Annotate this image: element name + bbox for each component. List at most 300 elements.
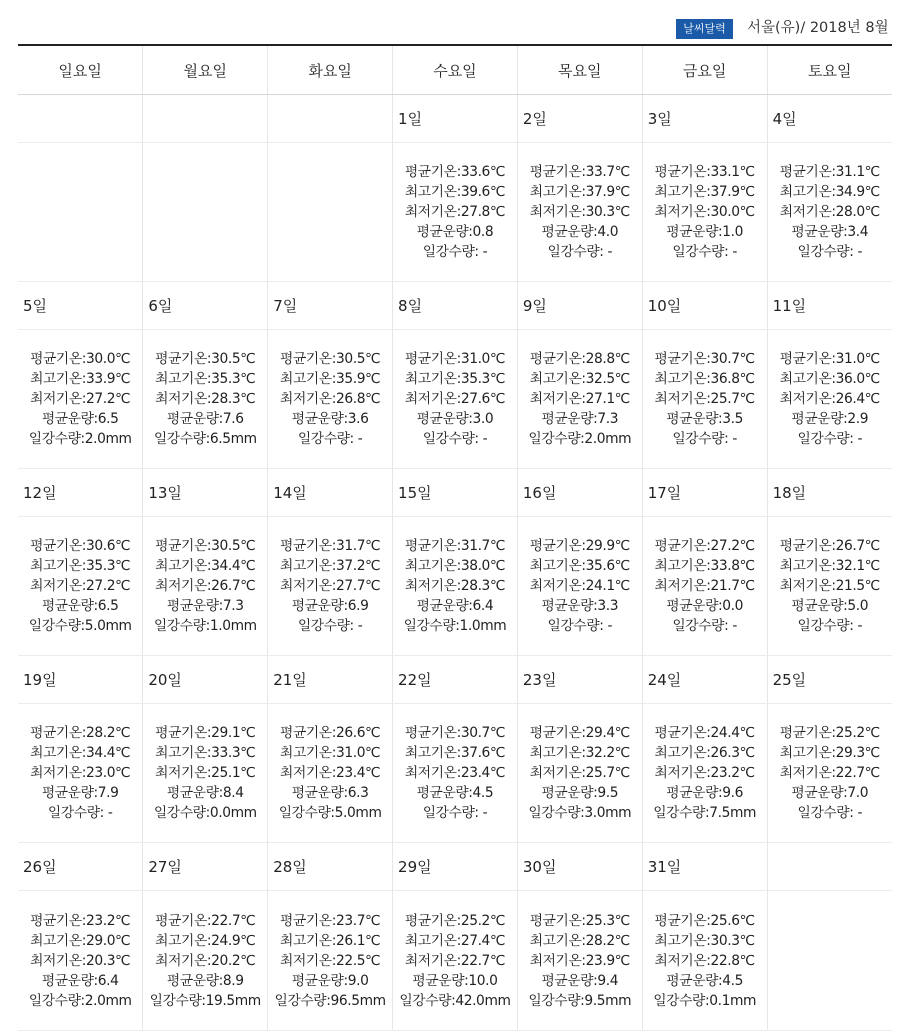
avg-cloud: 평균운량:9.6 [666, 785, 743, 801]
date-row [18, 95, 892, 143]
date-cell [143, 469, 268, 517]
max-temp: 최고기온:37.6℃ [404, 745, 506, 761]
avg-cloud: 평균운량:8.9 [166, 972, 244, 989]
max-temp: 최고기온:39.6℃ [404, 184, 506, 200]
weather-info-cell [517, 517, 642, 656]
avg-temp: 평균기온:30.0℃ [30, 351, 131, 367]
max-temp: 최고기온:31.0℃ [280, 745, 381, 761]
avg-cloud: 평균운량:6.9 [291, 598, 369, 614]
avg-cloud: 평균운량:2.9 [791, 411, 869, 427]
day-number: 24일 [647, 671, 682, 689]
date-cell [642, 469, 767, 517]
weather-info-cell [642, 891, 767, 1031]
day-number: 19일 [23, 671, 57, 689]
day-number: 16일 [522, 484, 557, 502]
weather-info [393, 162, 517, 262]
weather-info-cell [517, 704, 642, 843]
weather-info [18, 723, 142, 823]
empty-info-cell [18, 143, 143, 282]
min-temp: 최저기온:22.8℃ [654, 952, 755, 969]
daily-rain: 일강수량:2.0mm [28, 992, 132, 1009]
day-number: 8일 [398, 297, 423, 315]
weather-info [268, 536, 392, 636]
weekday-tue: 화요일 [268, 45, 393, 95]
date-row [18, 282, 892, 330]
day-number: 29일 [398, 858, 432, 876]
max-temp: 최고기온:35.3℃ [30, 558, 131, 574]
date-cell [517, 656, 642, 704]
weather-info-cell [393, 143, 518, 282]
day-number: 30일 [522, 858, 557, 876]
day-number: 25일 [772, 671, 807, 689]
day-number: 28일 [273, 858, 307, 876]
weather-info [393, 911, 517, 1011]
avg-temp: 평균기온:25.2℃ [404, 912, 506, 929]
weather-info [768, 349, 892, 449]
empty-date-cell [268, 95, 393, 143]
daily-rain: 일강수량:42.0mm [399, 992, 511, 1009]
daily-rain: 일강수량: - [797, 618, 863, 634]
min-temp: 최저기온:28.3℃ [155, 391, 256, 407]
daily-rain: 일강수량: - [797, 805, 863, 821]
avg-cloud: 평균운량:10.0 [412, 972, 498, 989]
day-number: 20일 [148, 671, 182, 689]
day-number: 21일 [273, 671, 307, 689]
weather-info [268, 723, 392, 823]
daily-rain: 일강수량:3.0mm [528, 805, 632, 821]
date-cell [268, 469, 393, 517]
weather-info-cell [642, 517, 767, 656]
date-cell [18, 843, 143, 891]
weather-info [18, 349, 142, 449]
avg-temp: 평균기온:33.6℃ [404, 164, 506, 180]
daily-rain: 일강수량: - [547, 244, 613, 260]
weather-info-row [18, 330, 892, 469]
avg-cloud: 평균운량:3.3 [541, 598, 619, 614]
weekday-sat: 토요일 [767, 45, 892, 95]
daily-rain: 일강수량:1.0mm [403, 618, 507, 634]
weather-info [643, 536, 767, 636]
daily-rain: 일강수량: - [797, 244, 863, 260]
min-temp: 최저기온:27.1℃ [529, 391, 630, 407]
min-temp: 최저기온:23.4℃ [404, 765, 506, 781]
weather-info [268, 349, 392, 449]
date-cell [143, 843, 268, 891]
min-temp: 최저기온:23.2℃ [654, 765, 755, 781]
avg-temp: 평균기온:30.5℃ [155, 351, 256, 367]
max-temp: 최고기온:33.9℃ [30, 371, 131, 387]
date-cell [767, 469, 892, 517]
min-temp: 최저기온:25.1℃ [155, 765, 256, 781]
day-number: 4일 [772, 110, 797, 128]
min-temp: 최저기온:23.9℃ [529, 952, 630, 969]
empty-info-cell [143, 143, 268, 282]
weather-info-row [18, 704, 892, 843]
max-temp: 최고기온:35.9℃ [280, 371, 381, 387]
avg-temp: 평균기온:23.2℃ [30, 912, 131, 929]
avg-temp: 평균기온:28.8℃ [529, 351, 630, 367]
avg-temp: 평균기온:29.4℃ [529, 725, 630, 741]
weather-info [143, 911, 267, 1011]
daily-rain: 일강수량:7.5mm [653, 805, 757, 821]
avg-cloud: 평균운량:4.0 [541, 224, 619, 240]
weather-info [393, 536, 517, 636]
avg-cloud: 평균운량:9.5 [541, 785, 619, 801]
avg-temp: 평균기온:31.7℃ [404, 538, 506, 554]
day-number: 10일 [647, 297, 682, 315]
max-temp: 최고기온:37.2℃ [280, 558, 381, 574]
day-number: 6일 [148, 297, 173, 315]
date-cell [517, 95, 642, 143]
weather-info-cell [143, 891, 268, 1031]
date-cell [642, 282, 767, 330]
avg-cloud: 평균운량:6.5 [41, 411, 119, 427]
weather-info-cell [143, 704, 268, 843]
weather-info [518, 723, 642, 823]
weather-info-cell [393, 891, 518, 1031]
avg-temp: 평균기온:25.2℃ [779, 725, 880, 741]
date-cell [18, 656, 143, 704]
date-cell [268, 843, 393, 891]
avg-cloud: 평균운량:7.6 [166, 411, 244, 427]
daily-rain: 일강수량:5.0mm [278, 805, 382, 821]
avg-cloud: 평균운량:7.9 [41, 785, 119, 801]
weekday-sun: 일요일 [18, 45, 143, 95]
date-cell [642, 656, 767, 704]
weather-info [143, 536, 267, 636]
avg-temp: 평균기온:26.6℃ [280, 725, 381, 741]
avg-temp: 평균기온:25.6℃ [654, 912, 755, 929]
weekday-thu: 목요일 [517, 45, 642, 95]
weather-info [518, 162, 642, 262]
avg-cloud: 평균운량:0.8 [416, 224, 494, 240]
date-cell [18, 282, 143, 330]
daily-rain: 일강수량:19.5mm [149, 992, 261, 1009]
weather-info-cell [393, 704, 518, 843]
date-row [18, 469, 892, 517]
min-temp: 최저기온:28.0℃ [779, 204, 880, 220]
weather-info-cell [767, 704, 892, 843]
max-temp: 최고기온:30.3℃ [654, 932, 755, 949]
date-cell [517, 469, 642, 517]
day-number: 23일 [522, 671, 557, 689]
weekday-header-row [18, 45, 892, 95]
day-number: 26일 [23, 858, 57, 876]
weather-info [768, 162, 892, 262]
min-temp: 최저기온:23.0℃ [30, 765, 131, 781]
max-temp: 최고기온:29.3℃ [779, 745, 880, 761]
daily-rain: 일강수량: - [297, 431, 363, 447]
day-number: 9일 [522, 297, 547, 315]
weather-info-cell [268, 330, 393, 469]
avg-temp: 평균기온:24.4℃ [654, 725, 755, 741]
avg-cloud: 평균운량:4.5 [666, 972, 743, 989]
weather-info-row [18, 143, 892, 282]
weather-info-cell [143, 330, 268, 469]
day-number: 12일 [23, 484, 57, 502]
day-number: 1일 [398, 110, 423, 128]
max-temp: 최고기온:24.9℃ [155, 932, 256, 949]
avg-cloud: 평균운량:7.3 [166, 598, 244, 614]
day-number: 17일 [647, 484, 682, 502]
weather-info [393, 349, 517, 449]
date-cell [143, 656, 268, 704]
max-temp: 최고기온:32.5℃ [529, 371, 630, 387]
min-temp: 최저기온:27.2℃ [30, 578, 131, 594]
date-cell [517, 843, 642, 891]
weather-info [768, 723, 892, 823]
day-number: 27일 [148, 858, 182, 876]
weather-info-cell [642, 143, 767, 282]
avg-temp: 평균기온:33.1℃ [654, 164, 755, 180]
region-date-title: 서울(유)/ 2018년 8월 [747, 20, 889, 36]
max-temp: 최고기온:38.0℃ [404, 558, 506, 574]
min-temp: 최저기온:26.8℃ [280, 391, 381, 407]
daily-rain: 일강수량: - [422, 244, 488, 260]
min-temp: 최저기온:26.4℃ [779, 391, 880, 407]
min-temp: 최저기온:27.6℃ [404, 391, 506, 407]
weather-info-cell [642, 330, 767, 469]
weather-info [518, 349, 642, 449]
date-cell [642, 95, 767, 143]
min-temp: 최저기온:27.7℃ [280, 578, 381, 594]
weather-info-cell [18, 891, 143, 1031]
daily-rain: 일강수량:2.0mm [528, 431, 632, 447]
weather-info [518, 536, 642, 636]
date-cell [517, 282, 642, 330]
avg-temp: 평균기온:33.7℃ [529, 164, 630, 180]
weather-info-row [18, 891, 892, 1031]
avg-temp: 평균기온:23.7℃ [280, 912, 381, 929]
weather-info-cell [393, 517, 518, 656]
day-number: 15일 [398, 484, 432, 502]
date-cell [18, 469, 143, 517]
min-temp: 최저기온:30.0℃ [654, 204, 755, 220]
daily-rain: 일강수량: - [422, 805, 488, 821]
avg-cloud: 평균운량:6.3 [291, 785, 369, 801]
min-temp: 최저기온:20.2℃ [155, 952, 256, 969]
day-number: 22일 [398, 671, 432, 689]
daily-rain: 일강수량:9.5mm [528, 992, 632, 1009]
date-cell [268, 282, 393, 330]
empty-date-cell [18, 95, 143, 143]
weather-info-cell [767, 517, 892, 656]
day-number: 31일 [647, 858, 682, 876]
avg-temp: 평균기온:31.0℃ [404, 351, 506, 367]
empty-info-cell [767, 891, 892, 1031]
weather-info-cell [517, 330, 642, 469]
avg-temp: 평균기온:31.7℃ [280, 538, 381, 554]
weather-info [18, 911, 142, 1011]
min-temp: 최저기온:22.7℃ [779, 765, 880, 781]
weekday-wed: 수요일 [393, 45, 518, 95]
avg-temp: 평균기온:30.7℃ [654, 351, 755, 367]
date-cell [143, 282, 268, 330]
weather-info-cell [18, 517, 143, 656]
min-temp: 최저기온:20.3℃ [30, 952, 131, 969]
date-cell [393, 95, 518, 143]
max-temp: 최고기온:26.3℃ [654, 745, 755, 761]
date-cell [393, 843, 518, 891]
avg-temp: 평균기온:30.7℃ [404, 725, 506, 741]
avg-temp: 평균기온:31.1℃ [779, 164, 880, 180]
weather-info-cell [642, 704, 767, 843]
daily-rain: 일강수량: - [422, 431, 488, 447]
avg-cloud: 평균운량:4.5 [416, 785, 494, 801]
daily-rain: 일강수량: - [672, 431, 737, 447]
avg-cloud: 평균운량:0.0 [666, 598, 743, 614]
max-temp: 최고기온:33.3℃ [155, 745, 256, 761]
daily-rain: 일강수량:2.0mm [28, 431, 132, 447]
max-temp: 최고기온:33.8℃ [654, 558, 755, 574]
weather-info [393, 723, 517, 823]
max-temp: 최고기온:29.0℃ [30, 932, 131, 949]
weather-info [143, 349, 267, 449]
daily-rain: 일강수량:96.5mm [274, 992, 386, 1009]
avg-temp: 평균기온:22.7℃ [155, 912, 256, 929]
min-temp: 최저기온:25.7℃ [654, 391, 755, 407]
avg-temp: 평균기온:30.5℃ [280, 351, 381, 367]
empty-date-cell [767, 843, 892, 891]
min-temp: 최저기온:28.3℃ [404, 578, 506, 594]
avg-cloud: 평균운량:3.6 [291, 411, 369, 427]
daily-rain: 일강수량: - [672, 244, 737, 260]
date-cell [393, 656, 518, 704]
min-temp: 최저기온:22.7℃ [404, 952, 506, 969]
day-number: 2일 [522, 110, 547, 128]
weather-info-cell [268, 704, 393, 843]
weather-info-cell [268, 517, 393, 656]
weather-info-cell [393, 330, 518, 469]
avg-cloud: 평균운량:5.0 [791, 598, 869, 614]
avg-temp: 평균기온:31.0℃ [779, 351, 880, 367]
min-temp: 최저기온:27.8℃ [404, 204, 506, 220]
max-temp: 최고기온:34.9℃ [779, 184, 880, 200]
avg-temp: 평균기온:27.2℃ [654, 538, 755, 554]
daily-rain: 일강수량: - [797, 431, 863, 447]
avg-temp: 평균기온:30.6℃ [30, 538, 131, 554]
max-temp: 최고기온:35.3℃ [155, 371, 256, 387]
max-temp: 최고기온:37.9℃ [529, 184, 630, 200]
min-temp: 최저기온:21.5℃ [779, 578, 880, 594]
weekday-mon: 월요일 [143, 45, 268, 95]
date-row [18, 843, 892, 891]
weather-info-cell [18, 704, 143, 843]
weather-info [268, 911, 392, 1011]
day-number: 13일 [148, 484, 182, 502]
day-number: 5일 [23, 297, 48, 315]
date-cell [642, 843, 767, 891]
daily-rain: 일강수량:6.5mm [153, 431, 257, 447]
avg-temp: 평균기온:30.5℃ [155, 538, 256, 554]
weather-calendar-table [18, 44, 892, 1031]
avg-cloud: 평균운량:3.5 [666, 411, 743, 427]
avg-cloud: 평균운량:6.5 [41, 598, 119, 614]
day-number: 3일 [647, 110, 672, 128]
min-temp: 최저기온:24.1℃ [529, 578, 630, 594]
daily-rain: 일강수량:0.1mm [653, 992, 757, 1009]
date-cell [767, 656, 892, 704]
daily-rain: 일강수량: - [297, 618, 363, 634]
avg-temp: 평균기온:25.3℃ [529, 912, 630, 929]
avg-cloud: 평균운량:6.4 [416, 598, 494, 614]
max-temp: 최고기온:34.4℃ [155, 558, 256, 574]
min-temp: 최저기온:27.2℃ [30, 391, 131, 407]
avg-cloud: 평균운량:6.4 [41, 972, 119, 989]
min-temp: 최저기온:22.5℃ [280, 952, 381, 969]
weather-calendar-badge[interactable]: 날씨달력 [676, 19, 733, 39]
avg-cloud: 평균운량:7.0 [791, 785, 869, 801]
day-number: 14일 [273, 484, 307, 502]
empty-date-cell [143, 95, 268, 143]
daily-rain: 일강수량:0.0mm [153, 805, 257, 821]
daily-rain: 일강수량: - [547, 618, 613, 634]
avg-cloud: 평균운량:7.3 [541, 411, 619, 427]
day-number: 7일 [273, 297, 298, 315]
min-temp: 최저기온:23.4℃ [280, 765, 381, 781]
avg-temp: 평균기온:29.1℃ [155, 725, 256, 741]
weather-info-cell [18, 330, 143, 469]
min-temp: 최저기온:26.7℃ [155, 578, 256, 594]
max-temp: 최고기온:36.8℃ [654, 371, 755, 387]
avg-cloud: 평균운량:1.0 [666, 224, 743, 240]
weather-info [768, 536, 892, 636]
weather-info-cell [268, 891, 393, 1031]
empty-info-cell [268, 143, 393, 282]
daily-rain: 일강수량:5.0mm [28, 618, 132, 634]
min-temp: 최저기온:25.7℃ [529, 765, 630, 781]
max-temp: 최고기온:36.0℃ [779, 371, 880, 387]
weather-info-cell [767, 330, 892, 469]
date-cell [767, 282, 892, 330]
daily-rain: 일강수량: - [47, 805, 113, 821]
weather-info-cell [143, 517, 268, 656]
avg-temp: 평균기온:29.9℃ [529, 538, 630, 554]
weather-info [643, 349, 767, 449]
date-cell [393, 469, 518, 517]
min-temp: 최저기온:30.3℃ [529, 204, 630, 220]
weather-info [18, 536, 142, 636]
weather-info [643, 162, 767, 262]
weather-info-cell [767, 143, 892, 282]
date-cell [268, 656, 393, 704]
weekday-fri: 금요일 [642, 45, 767, 95]
date-row [18, 656, 892, 704]
day-number: 11일 [772, 297, 807, 315]
weather-info-row [18, 517, 892, 656]
avg-temp: 평균기온:26.7℃ [779, 538, 880, 554]
weather-info [143, 723, 267, 823]
weather-info [643, 911, 767, 1011]
max-temp: 최고기온:27.4℃ [404, 932, 506, 949]
avg-cloud: 평균운량:3.0 [416, 411, 494, 427]
day-number: 18일 [772, 484, 807, 502]
daily-rain: 일강수량: - [672, 618, 737, 634]
max-temp: 최고기온:32.2℃ [529, 745, 630, 761]
max-temp: 최고기온:34.4℃ [30, 745, 131, 761]
weather-info [643, 723, 767, 823]
max-temp: 최고기온:35.6℃ [529, 558, 630, 574]
min-temp: 최저기온:21.7℃ [654, 578, 755, 594]
max-temp: 최고기온:26.1℃ [280, 932, 381, 949]
weather-info [518, 911, 642, 1011]
max-temp: 최고기온:37.9℃ [654, 184, 755, 200]
avg-cloud: 평균운량:3.4 [791, 224, 869, 240]
daily-rain: 일강수량:1.0mm [153, 618, 257, 634]
max-temp: 최고기온:35.3℃ [404, 371, 506, 387]
date-cell [393, 282, 518, 330]
date-cell [767, 95, 892, 143]
